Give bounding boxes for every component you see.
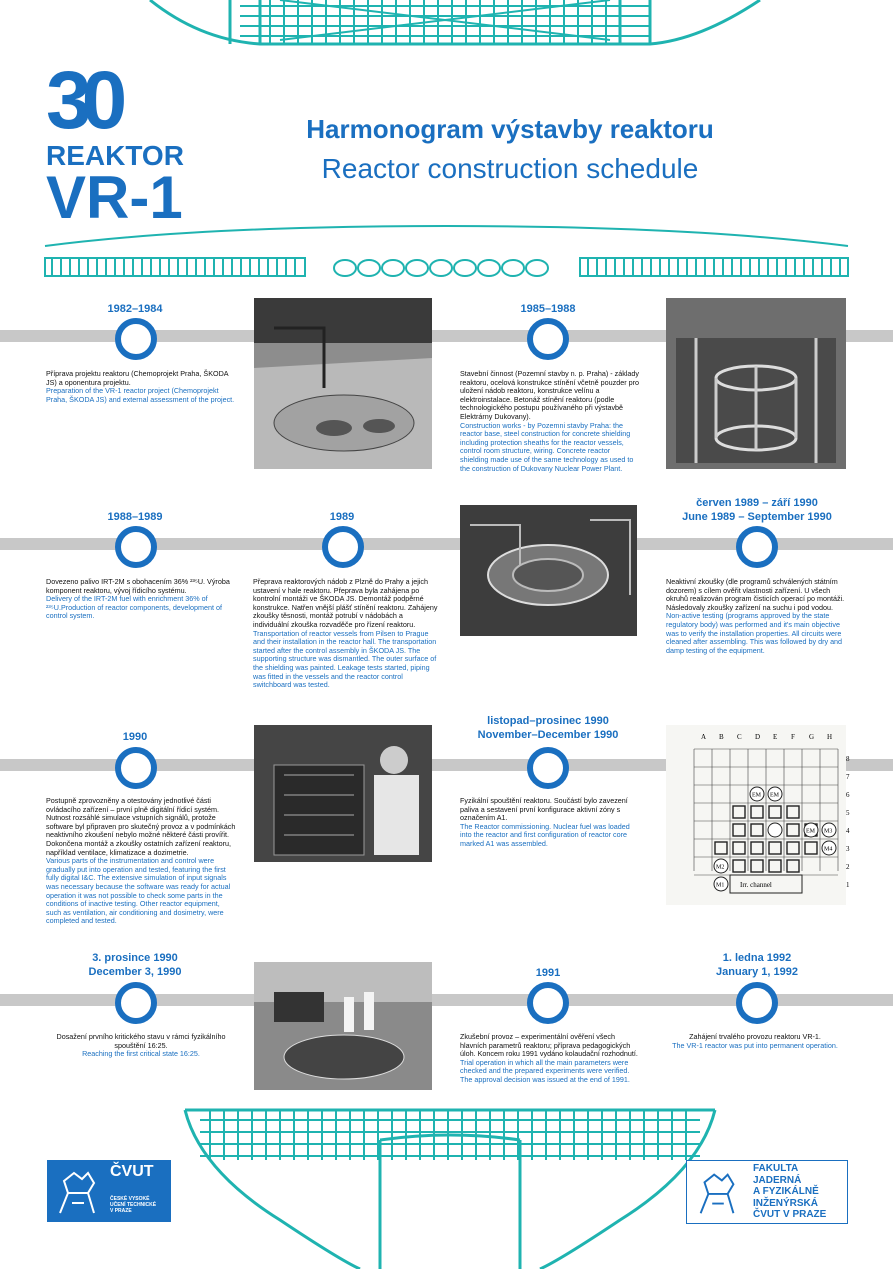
cvut-subtitle [110, 1196, 156, 1214]
cvut-sub-line: UČENÍ TECHNICKÉ [110, 1202, 157, 1208]
event-description [46, 797, 236, 926]
event-text-cz: Dovezeno palivo IRT-2M s obohacením 36% ²³⁵U. Výroba komponent reaktoru, vývoj řídicího systému. [46, 577, 230, 595]
core-column-label: C [737, 733, 742, 741]
core-column-label: F [791, 733, 795, 741]
core-row-label: 8 [846, 755, 850, 763]
event-description [46, 1033, 236, 1059]
event-date: 1990 [122, 731, 148, 743]
event-date-cz: červen 1989 – září 1990 [696, 497, 818, 509]
core-fuel-assembly [805, 842, 817, 854]
event-date-en: November–December 1990 [477, 729, 619, 741]
event-description [253, 578, 438, 690]
event-description [46, 370, 236, 404]
event-date [657, 496, 857, 524]
timeline-node [115, 526, 157, 568]
timeline-node [527, 747, 569, 789]
lion-icon [691, 1165, 745, 1219]
event-description [460, 370, 640, 473]
core-element-label: M1 [716, 882, 725, 889]
core-row-label: 6 [846, 791, 850, 799]
cvut-logo [47, 1160, 171, 1222]
core-fuel-assembly [715, 842, 727, 854]
timeline-node [736, 526, 778, 568]
event-text-cz: Dosažení prvního kritického stavu v rámci fyzikálního spouštění 16:25. [56, 1032, 226, 1050]
fjfi-line: A FYZIKÁLNĚ [753, 1186, 819, 1197]
event-description [46, 578, 236, 621]
event-text-en: Reaching the first critical state 16:25. [82, 1049, 200, 1059]
event-text-cz: Postupně zprovozněny a otestovány jednotlivé části ovládacího zařízení – první plně digitální řídicí systém. Nutnost rozsáhlé simulace vstupních signálů, protože software byl připraven pro skutečný provoz a v podmínkách neaktivního zkoušení nebylo možné některé části provířit. Dokončena montáž a zkoušky ostatních zařízení reaktoru, například ventilace, klimatizace a dozimetrie. [46, 796, 236, 857]
event-date: 1989 [329, 511, 355, 523]
core-column-label: D [755, 733, 761, 741]
core-fuel-assembly [769, 860, 781, 872]
fjfi-name [753, 1163, 826, 1221]
cvut-sub-line: ČESKÉ VYSOKÉ [110, 1196, 150, 1202]
timeline-node [527, 982, 569, 1024]
anniversary-logo [46, 55, 166, 146]
event-date [657, 951, 857, 979]
timeline-node [115, 747, 157, 789]
core-fuel-assembly [769, 842, 781, 854]
event-date: 1991 [535, 967, 561, 979]
core-configuration-map [666, 725, 850, 905]
core-column-label: G [809, 733, 815, 741]
core-fuel-assembly [787, 824, 799, 836]
event-description [666, 578, 848, 655]
timeline-node [322, 526, 364, 568]
event-date-cz: listopad–prosinec 1990 [487, 715, 609, 727]
core-fuel-assembly [733, 842, 745, 854]
event-text-cz: Zahájení trvalého provozu reaktoru VR-1. [689, 1032, 821, 1041]
core-row-label: 7 [846, 773, 850, 781]
lion-icon [50, 1163, 106, 1219]
core-center-channel [768, 823, 782, 837]
fjfi-line: ČVUT V PRAZE [753, 1209, 827, 1220]
event-text-cz: Zkušební provoz – experimentální ověření všech hlavních parametrů reaktoru; příprava pedagogických úloh. Koncem roku 1991 vydáno kolaudační rozhodnutí. [460, 1032, 638, 1059]
event-text-en: The VR-1 reactor was put into permanent operation. [672, 1040, 838, 1050]
fjfi-line: INŽENÝRSKÁ [753, 1197, 819, 1209]
core-column-label: E [773, 733, 778, 741]
event-date-cz: 3. prosince 1990 [92, 952, 178, 964]
event-text-cz: Stavební činnost (Pozemní stavby n. p. Praha) - základy reaktoru, ocelová konstrukce stínění včetně pouzder pro uložení nádob reaktoru, konstrukce velínu a elektroinstalace. Betonáž stínění reaktoru (podle technologického postupu používaného při výstavbě Elektrárny Dukovany). [460, 369, 639, 421]
photo-control-system [254, 725, 432, 862]
page-subtitle: Reactor construction schedule [321, 153, 699, 184]
irradiation-channel-label: Irr. channel [740, 881, 772, 889]
core-column-label: B [719, 733, 724, 741]
event-description [460, 797, 640, 849]
core-fuel-assembly [787, 842, 799, 854]
photo-reactor-vessels [460, 505, 637, 636]
core-element-label: M2 [716, 864, 725, 871]
page-title: Harmonogram výstavby reaktoru [306, 114, 714, 144]
logo-reaktor: REAKTOR [46, 140, 184, 171]
core-element-label: M4 [824, 846, 833, 853]
event-text-en: Various parts of the instrumentation and control were gradually put into operation and tested, featuring the first fully digital I&C. The extensive simulation of input signals was necessary because the software was ready for actual operation it was not possible to check some parts in the conditions of inactive testing. Other reactor equipment, such as ventilation, air conditioning and dosimetry, were completed and tested. [46, 856, 231, 926]
photo-steel-construction [666, 298, 846, 469]
core-row-label: 1 [846, 881, 850, 889]
core-fuel-assembly [733, 806, 745, 818]
event-text-cz: Fyzikální spouštění reaktoru. Součástí bylo zavezení paliva a sestavení první konfigurace aktivní zóny s označením A1. [460, 796, 628, 823]
fjfi-logo [686, 1160, 848, 1224]
core-fuel-assembly [751, 824, 763, 836]
core-element-label: EM [752, 792, 761, 799]
core-fuel-assembly [751, 842, 763, 854]
core-row-label: 2 [846, 863, 850, 871]
core-row-label: 4 [846, 827, 850, 835]
event-description [460, 1033, 640, 1085]
timeline-node [736, 982, 778, 1024]
event-text-en: Preparation of the VR-1 reactor project (Chemoprojekt Praha, ŠKODA JS) and external assessment of the project. [46, 386, 235, 404]
core-row-label: 3 [846, 845, 850, 853]
core-fuel-assembly [733, 824, 745, 836]
core-column-label: H [827, 733, 833, 741]
event-text-cz: Příprava projektu reaktoru (Chemoprojekt Praha, ŠKODA JS) a oponentura projektu. [46, 369, 229, 387]
event-date [448, 714, 648, 742]
core-element-label: EM [770, 792, 779, 799]
event-date: 1988–1989 [107, 511, 163, 523]
cvut-name: ČVUT [110, 1163, 154, 1180]
core-fuel-assembly [733, 860, 745, 872]
event-text-en: Transportation of reactor vessels from Pilsen to Prague and their installation in the reactor hall. The transportation started after the control assembly in ŠKODA JS. The supporting structure was dismantled. The outer surface of the shielding was painted. Leakage tests started, piping was fitted in the vessels and the reactor control switchboard was tested. [253, 628, 437, 690]
photo-reactor-base [254, 298, 432, 469]
event-date: 1985–1988 [520, 303, 576, 315]
event-text-en: Construction works - by Pozemni stavby Praha: the reactor base, steel construction for concrete shielding including protection sheaths for the reactor vessels, control room structure, wiring. Concrete reactor shielding made use of the same technology as used to the construction of Dukovany Nuclear Power Plant. [460, 420, 634, 473]
event-date-cz: 1. ledna 1992 [722, 952, 792, 964]
core-fuel-assembly [751, 806, 763, 818]
core-element-label: EM [806, 828, 815, 835]
event-date: 1982–1984 [107, 303, 163, 315]
logo-number: 30 [46, 55, 118, 146]
event-description [660, 1033, 850, 1050]
core-fuel-assembly [787, 806, 799, 818]
timeline-node [115, 982, 157, 1024]
event-text-en: Trial operation in which all the main parameters were checked and the prepared experiments were verified. The approval decision was issued at the end of 1991. [460, 1057, 630, 1084]
cvut-sub-line: V PRAZE [110, 1208, 132, 1214]
core-row-label: 5 [846, 809, 850, 817]
core-fuel-assembly [751, 860, 763, 872]
event-date [35, 951, 235, 979]
core-column-label: A [701, 733, 707, 741]
logo-vr1: VR-1 [46, 164, 183, 231]
event-text-cz: Přeprava reaktorových nádob z Plzně do Prahy a jejich ustavení v hale reaktoru. Přeprava byla zahájena po kontrolní montáži ve ŠKODA JS. Demontáž podpěrné konstrukce. Natřen vnější plášť stínění reaktoru. Zahájeny zkoušky těsnosti, montáž potrubí v nádobách a individuální zkouška rozvaděče pro řízení reaktoru. [253, 577, 438, 629]
fjfi-line: JADERNÁ [753, 1174, 802, 1186]
event-date-en: January 1, 1992 [716, 966, 798, 978]
timeline-node [115, 318, 157, 360]
photo-reactor-hall [254, 962, 432, 1090]
event-text-cz: Neaktivní zkoušky (dle programů schválených státním dozorem) s cílem ověřit vlastnosti zařízení. U všech okruhů realizován program čisticích operací po montáži. Následovaly zkoušky zařízení na suchu i pod vodou. [666, 577, 845, 612]
timeline-node [527, 318, 569, 360]
event-text-en: Non-active testing (programs approved by the state regulatory body) was performed and it's main objective was to verify the installation properties. All circuits were cleaned after assembling. This was followed by dry and damp testing of the equipment. [666, 611, 843, 655]
event-date-en: December 3, 1990 [88, 966, 182, 978]
event-date-en: June 1989 – September 1990 [682, 511, 832, 523]
core-fuel-assembly [769, 806, 781, 818]
event-text-en: Delivery of the IRT-2M fuel with enrichment 36% of ²³⁵U.Production of reactor components, development of control system. [46, 594, 222, 621]
event-text-en: The Reactor commissioning. Nuclear fuel was loaded into the reactor and first configuration of reactor core marked A1 was assembled. [460, 821, 630, 848]
core-element-label: M3 [824, 828, 833, 835]
core-fuel-assembly [787, 860, 799, 872]
fjfi-line: FAKULTA [753, 1163, 799, 1174]
top-decoration [0, 0, 893, 48]
